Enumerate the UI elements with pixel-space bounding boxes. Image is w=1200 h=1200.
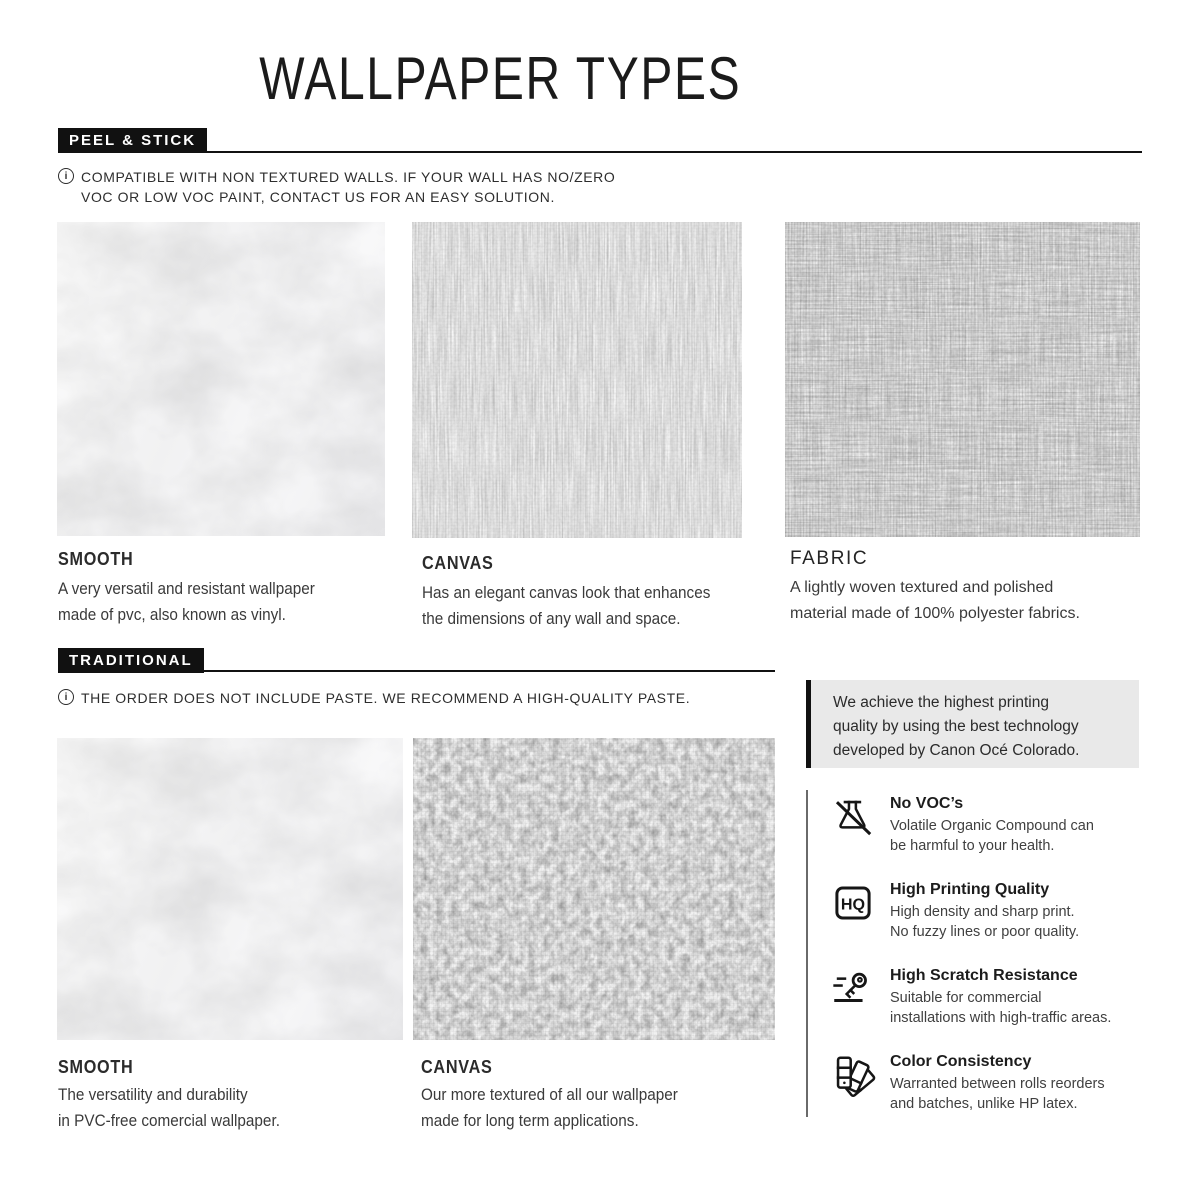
desc-line: A very versatil and resistant wallpaper — [58, 579, 315, 598]
type-desc-fabric — [790, 575, 1080, 627]
swatch-smooth-traditional — [57, 738, 403, 1040]
type-label-canvas-traditional: CANVAS — [421, 1057, 493, 1077]
page-title-text: WALLPAPER TYPES — [259, 45, 741, 112]
feature-scratch-resistance — [830, 966, 1170, 1028]
desc-line: the dimensions of any wall and space. — [422, 609, 681, 628]
desc-line: The versatility and durability — [58, 1085, 248, 1104]
peel-stick-section-badge: PEEL & STICK — [58, 128, 207, 153]
feature-desc — [890, 1074, 1105, 1114]
swatch-fabric-peel-stick — [785, 222, 1140, 537]
peel-stick-note — [58, 167, 615, 207]
hq-icon-label: HQ — [840, 895, 866, 914]
feature-desc — [890, 902, 1079, 942]
feature-title: High Printing Quality — [890, 881, 1050, 898]
quote-line: quality by using the best technology — [833, 718, 1079, 735]
feature-title: High Scratch Resistance — [890, 967, 1078, 984]
type-desc-canvas-traditional — [421, 1082, 678, 1134]
info-icon: i — [58, 168, 74, 184]
desc-line: material made of 100% polyester fabrics. — [790, 605, 1080, 622]
desc-line: made of pvc, also known as vinyl. — [58, 605, 286, 624]
peel-stick-section-rule — [58, 151, 1142, 153]
feature-title: No VOC’s — [890, 795, 964, 812]
desc-line: Our more textured of all our wallpaper — [421, 1085, 678, 1104]
note-line: COMPATIBLE WITH NON TEXTURED WALLS. IF YOUR WALL HAS NO/ZERO — [81, 169, 616, 185]
desc-line: installations with high-traffic areas. — [890, 1010, 1112, 1026]
desc-line: and batches, unlike HP latex. — [890, 1096, 1078, 1112]
feature-text — [890, 880, 1079, 942]
feature-text — [890, 966, 1111, 1028]
swatch-smooth-peel-stick — [57, 222, 385, 536]
desc-line: No fuzzy lines or poor quality. — [890, 924, 1080, 940]
feature-high-printing-quality — [830, 880, 1170, 942]
traditional-section-badge: TRADITIONAL — [58, 648, 204, 673]
type-label-smooth-traditional: SMOOTH — [58, 1057, 134, 1077]
hq-print-icon — [830, 880, 876, 926]
traditional-note-text: THE ORDER DOES NOT INCLUDE PASTE. WE RECOMMEND A HIGH-QUALITY PASTE. — [81, 690, 691, 706]
swatch-canvas-peel-stick — [412, 222, 742, 538]
desc-line: Warranted between rolls reorders — [890, 1076, 1105, 1092]
peel-stick-note-text — [81, 167, 615, 207]
page-title — [0, 44, 1000, 113]
quote-line: We achieve the highest printing — [833, 694, 1049, 711]
feature-no-voc — [830, 794, 1170, 856]
desc-line: Suitable for commercial — [890, 990, 1042, 1006]
desc-line: A lightly woven textured and polished — [790, 579, 1054, 596]
feature-text — [890, 1052, 1105, 1114]
feature-text — [890, 794, 1094, 856]
printing-quality-quote — [806, 680, 1139, 768]
type-desc-smooth — [58, 576, 315, 628]
type-label-canvas: CANVAS — [422, 553, 494, 573]
desc-line: be harmful to your health. — [890, 838, 1055, 854]
desc-line: Has an elegant canvas look that enhances — [422, 583, 711, 602]
no-voc-flask-icon — [830, 794, 876, 840]
feature-desc — [890, 816, 1094, 856]
desc-line: in PVC-free comercial wallpaper. — [58, 1111, 280, 1130]
feature-color-consistency — [830, 1052, 1170, 1114]
desc-line: Volatile Organic Compound can — [890, 818, 1094, 834]
type-label-fabric: FABRIC — [790, 548, 869, 569]
feature-title: Color Consistency — [890, 1053, 1032, 1070]
desc-line: High density and sharp print. — [890, 904, 1075, 920]
note-line: VOC OR LOW VOC PAINT, CONTACT US FOR AN EASY SOLUTION. — [81, 189, 555, 205]
scratch-resistant-key-icon — [830, 966, 876, 1012]
type-desc-canvas — [422, 580, 710, 632]
quote-line: developed by Canon Océ Colorado. — [833, 742, 1080, 759]
color-swatchbook-icon — [830, 1052, 876, 1098]
swatch-canvas-traditional — [413, 738, 775, 1040]
type-label-smooth: SMOOTH — [58, 549, 134, 569]
desc-line: made for long term applications. — [421, 1111, 639, 1130]
type-desc-smooth-traditional — [58, 1082, 280, 1134]
feature-desc — [890, 988, 1111, 1028]
features-rail-divider — [806, 790, 808, 1117]
traditional-note — [58, 688, 690, 708]
info-icon: i — [58, 689, 74, 705]
